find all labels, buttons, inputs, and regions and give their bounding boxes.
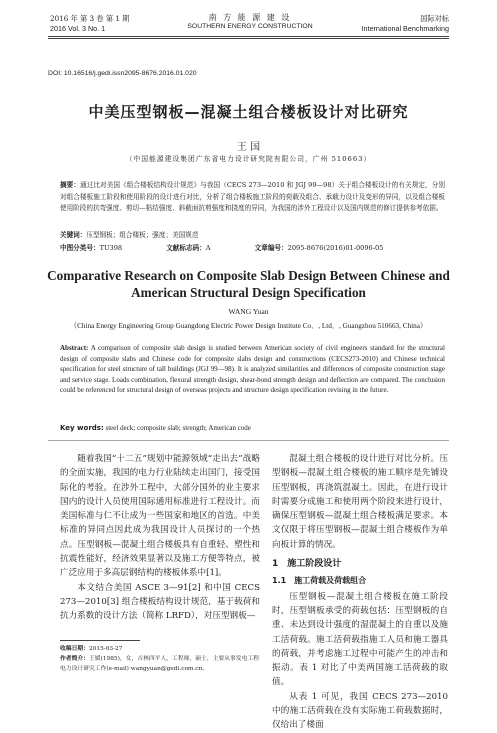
title-en: Comparative Research on Composite Slab Design Between Chinese and American Structural Design Specification	[47, 268, 450, 300]
author-cn: 王 国	[236, 142, 261, 153]
document-code-label: 文献标志码：	[166, 244, 206, 252]
section-heading: 1 施工阶段设计	[272, 559, 342, 570]
issue-en: 2016 Vol. 3 No. 1	[50, 24, 106, 33]
keywords-cn	[60, 229, 445, 239]
article-id	[255, 244, 384, 252]
section-info	[362, 14, 450, 34]
body-paragraph: 本文结合美国 ASCE 3—91[2] 和中国 CECS 273—2010[3] 组合楼板结构设计规范，基于载荷和抗力系数的设计方法（简称 LRFD），对压型钢板—	[60, 582, 260, 622]
footnote	[60, 644, 260, 674]
subsection-heading: 1.1 施工荷载及荷载组合	[272, 576, 367, 586]
document-code-value: A	[205, 244, 211, 252]
keywords-cn-text: 压型钢板；组合楼板；强度；美国规范	[86, 231, 199, 239]
clc-label: 中图分类号：	[60, 244, 100, 252]
abstract-en	[60, 343, 445, 396]
body-paragraph: 混凝土组合楼板的设计进行对比分析。压型钢板—混凝土组合楼板的施工顺序是先铺设压型钢板，再浇筑混凝土。因此，在进行设计时需要分成施工和使用两个阶段来进行设计，确保压型钢板—混凝土组合楼板满足要求。本文仅限于将压型钢板—混凝土组合楼板作为单向板计算的情况。	[272, 454, 448, 550]
body-paragraph: 压型钢板—混凝土组合楼板在施工阶段时，压型钢板承受的荷载包括：压型钢板的自重、未达到设计强度的湿混凝土的自重以及施工活荷载。施工活荷载指施工人员和施工器具的荷载，并考虑施工过程中可能产生的冲击和振动。表 1 对比了中美两国施工活荷载的取值。	[272, 591, 448, 688]
classification-row	[60, 242, 445, 252]
header-rule	[48, 36, 449, 37]
section-en: International Benchmarking	[361, 24, 449, 33]
doi: DOI: 10.16516/j.gedi.issn2095-8676.2016.01.020	[48, 70, 197, 77]
title-cn: 中美压型钢板—混凝土组合楼板设计对比研究	[88, 103, 409, 121]
keywords-cn-label: 关键词：	[60, 231, 87, 239]
keywords-en	[60, 424, 445, 432]
body-column-right	[272, 452, 448, 733]
header-rule-thin	[48, 38, 449, 39]
body-paragraph: 从表 1 可见，我国 CECS 273—2010 中的施工活荷载在没有实际施工荷载数据时，仅给出了楼面	[272, 691, 448, 731]
abstract-en-label: Abstract:	[60, 344, 89, 352]
body-paragraph: 随着我国“十二五”规划中能源领域“走出去”战略的全面实施，我国的电力行业陆续走出国门，接受国际化的考验。在涉外工程中，大部分国外的业主要求国内的设计人员使用国际通用标准进行工程设计。而美国标准与仁不让成为一些国家和地区的首选。中美标准的异同点因此成为我国设计人员探讨的一个热点。压型钢板—混凝土组合楼板具有自重轻、塑性和抗震性能好，经济效果显著以及施工方便等特点，被广泛应用于多高层钢结构的楼板体系中[1]。	[60, 454, 260, 579]
journal-en: SOUTHERN ENERGY CONSTRUCTION	[187, 23, 313, 30]
abstract-cn-label: 摘要：	[60, 181, 81, 189]
page-header	[0, 0, 497, 70]
abstract-cn	[60, 180, 445, 215]
issue-info	[50, 14, 129, 34]
issue-cn: 2016 年 第 3 卷 第 1 期	[50, 14, 130, 23]
clc-number	[60, 244, 122, 252]
abstract-cn-text: 通过比对美国《组合楼板结构设计规范》与我国（CECS 273—2010 和 JGJ 99—98）关于组合楼板设计的有关规定，分别对组合楼板施工阶段和使用阶段的设计进行对比，分析了组合楼板施工阶段的荷载及组合、承载力设计及变形的异同，以及组合楼板使用阶段的抗弯强度、剪切—粘结强度、斜截面抗剪强度和挠度的异同，为我国的涉外工程设计以及国内规范的修订提供参考依据。	[60, 181, 445, 213]
received-label: 收稿日期：	[60, 646, 89, 652]
journal-cn: 南 方 能 源 建 设	[208, 13, 292, 22]
document-code	[166, 244, 210, 252]
clc-value: TU398	[99, 244, 123, 252]
section-divider	[48, 440, 449, 441]
abstract-en-text: A comparison of composite slab design is studied between American society of civil engineers standard for the structural design of composite slabs and Chinese code for composite slabs design and constructions (CECS273-2010) and Chinese technical specification for steel structure of tall buildings (JGJ 99—98). It is analyzed similarities and differences of composite construction stage and service stage. Loads combination, flexural strength design, shear-bond strength design and deflection are compared. The conclusion could be referenced for structural design of overseas projects and structure design specification revising in the future.	[60, 344, 445, 395]
article-id-value: 2095-8676(2016)01-0096-05	[287, 244, 384, 252]
author-en: WANG Yuan	[228, 307, 269, 316]
bio-text: 王媛(1985)，女，吉林四平人，工程师，硕士，主要从事发电工程电力设计研究工作(e-mail) wangyuan@gedi.com.cn。	[60, 656, 259, 672]
footnote-rule	[60, 640, 140, 641]
body-column-left	[60, 452, 260, 624]
bio-label: 作者简介：	[60, 656, 89, 662]
article-id-label: 文章编号：	[254, 244, 288, 252]
received-date	[60, 644, 260, 654]
keywords-en-label: Key words:	[60, 424, 104, 432]
author-bio	[60, 654, 260, 674]
section-cn: 国际对标	[420, 14, 449, 23]
received-value: 2015-03-27	[89, 646, 123, 652]
journal-name	[170, 12, 330, 30]
affiliation-en: （China Energy Engineering Group Guangdong Electric Power Design Institute Co．, Ltd．, Guangzhou 510663, China）	[69, 322, 428, 330]
keywords-en-text: steel deck; composite slab; strength; American code	[103, 424, 251, 432]
affiliation-cn: （中国能源建设集团广东省电力设计研究院有限公司，广州 510663）	[125, 155, 372, 163]
